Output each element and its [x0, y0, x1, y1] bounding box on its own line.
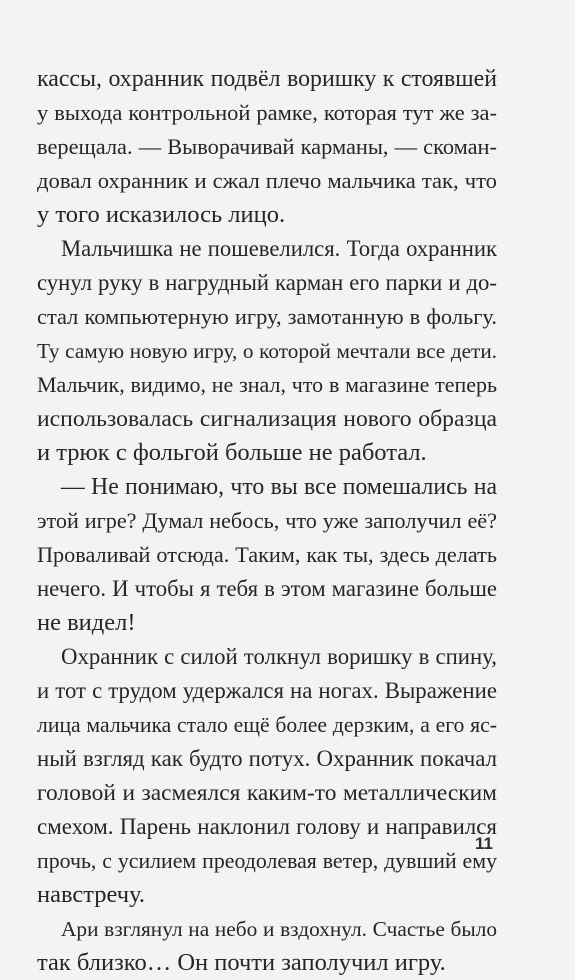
text-line: навстречу.: [37, 881, 146, 908]
text-line: стал компьютерную игру, замотанную в фольгу.: [37, 304, 497, 329]
text-line: этой игре? Думал небось, что уже заполучил её?: [37, 508, 497, 533]
text-line: прочь, с усилием преодолевая ветер, дувший ему: [37, 849, 497, 873]
paragraph: [37, 470, 497, 640]
text-line: у выхода контрольной рамке, которая тут же за-: [37, 100, 497, 125]
book-page-body: [37, 62, 497, 980]
paragraph: [37, 232, 497, 470]
text-line: у того исказилось лицо.: [37, 201, 286, 228]
text-line: Мальчик, видимо, не знал, что в магазине теперь: [37, 372, 497, 397]
text-line: верещала. — Выворачивай карманы, — скоман-: [37, 134, 497, 159]
text-line: не видел!: [37, 609, 136, 636]
text-line: лица мальчика стало ещё более дерзким, а его яс-: [37, 713, 497, 737]
text-line: Мальчишка не пошевелился. Тогда охранник: [61, 236, 497, 261]
text-line: — Не понимаю, что вы все помешались на: [61, 474, 497, 500]
text-line: Охранник с силой толкнул воришку в спину,: [61, 644, 497, 669]
text-line: Ари взглянул на небо и вздохнул. Счастье было: [61, 917, 497, 941]
text-line: так близко… Он почти заполучил игру.: [37, 949, 446, 976]
text-line: и тот с трудом удержался на ногах. Выражение: [37, 678, 497, 703]
text-line: Ту самую новую игру, о которой мечтали все дети.: [37, 339, 497, 363]
text-line: ный взгляд как будто потух. Охранник покачал: [37, 746, 497, 771]
text-line: смехом. Парень наклонил голову и направился: [37, 814, 497, 839]
text-line: Проваливай отсюда. Таким, как ты, здесь делать: [37, 542, 497, 567]
paragraph: [37, 912, 497, 980]
text-line: головой и засмеялся каким-то металлическим: [37, 780, 497, 806]
paragraph: [37, 62, 497, 232]
text-line: сунул руку в нагрудный карман его парки и до-: [37, 270, 497, 295]
paragraph: [37, 640, 497, 912]
page-number: 11: [475, 834, 493, 853]
text-line: довал охранник и сжал плечо мальчика так, что: [37, 168, 497, 193]
text-line: кассы, охранник подвёл воришку к стоявшей: [37, 66, 497, 92]
text-line: нечего. И чтобы я тебя в этом магазине больше: [37, 576, 497, 601]
text-line: использовалась сигнализация нового образца: [37, 406, 497, 432]
text-line: и трюк с фольгой больше не работал.: [37, 439, 427, 466]
